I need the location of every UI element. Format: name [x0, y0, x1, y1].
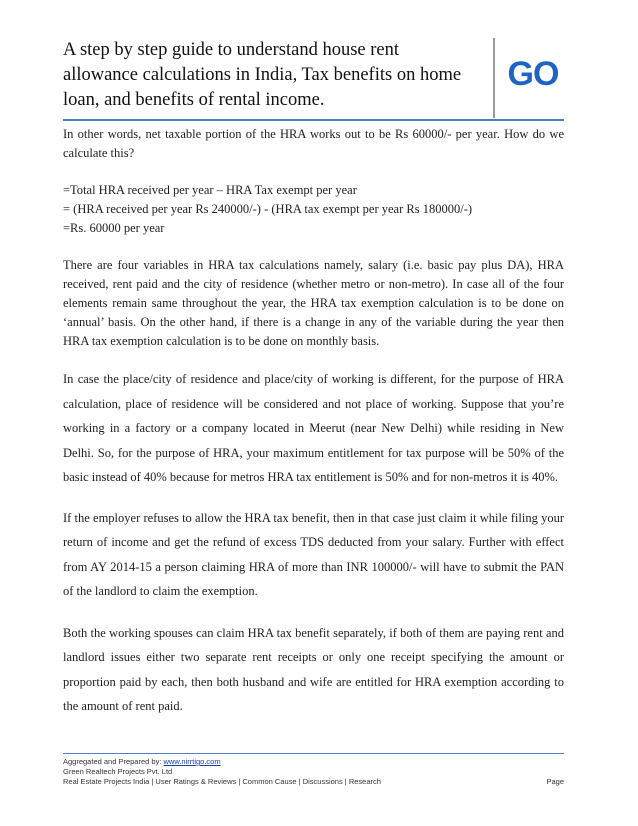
formula-line-2: = (HRA received per year Rs 240000/-) - (HRA tax exempt per year Rs 180000/-) — [63, 202, 473, 216]
footer-rule — [63, 753, 564, 754]
paragraph-hra-variables: There are four variables in HRA tax calculations namely, salary (i.e. basic pay plus DA), HRA received, rent paid and the city of residence (whether metro or non-metro). In case all of the four elements remain same throughout the year, the HRA tax exemption calculation is to be done on ‘annual’ basis. On the other hand, if there is a change in any of the variable during the year then HRA tax exemption calculation is to be done on monthly basis. — [63, 258, 564, 348]
document-title — [63, 38, 491, 113]
header-rule — [63, 119, 564, 121]
header-divider — [493, 38, 495, 118]
footer-page-label: Page — [546, 777, 564, 786]
footer-credit — [63, 757, 564, 767]
paragraph-place-of-residence: In case the place/city of residence and place/city of working is different, for the purpose of HRA calculation, place of residence will be considered and not place of working. Suppose that you’re working in a factory or a company located in Meerut (near New Delhi) while residing in New Delhi. So, for the purpose of HRA, your maximum entitlement for tax purpose will be 50% of the basic instead of 40% because for metros HRA tax entitlement is 50% and for non-metros it is 40%. — [63, 372, 564, 484]
title-line-2: allowance calculations in India, Tax benefits on home — [63, 65, 462, 85]
go-logo: GO — [507, 54, 559, 93]
title-line-1: A step by step guide to understand house rent — [63, 40, 400, 60]
footer-tagline: Real Estate Projects India | User Ratings & Reviews | Common Cause | Discussions | Research — [63, 777, 381, 786]
footer-aggregated-label: Aggregated and Prepared by: — [63, 757, 162, 766]
document-header — [63, 38, 491, 113]
paragraph-working-spouses: Both the working spouses can claim HRA tax benefit separately, if both of them are paying rent and landlord issues either two separate rent receipts or only one receipt specifying the amount or proportion paid by each, then both husband and wife are entitled for HRA exemption according to the amount of rent paid. — [63, 625, 564, 713]
formula-line-1: =Total HRA received per year – HRA Tax exempt per year — [63, 183, 357, 197]
title-line-3: loan, and benefits of rental income. — [63, 90, 325, 110]
paragraph-employer-refusal: If the employer refuses to allow the HRA tax benefit, then in that case just claim it while filing your return of income and get the refund of excess TDS deducted from your salary. Further with effect from AY 2014-15 a person claiming HRA of more than INR 100000/- will have to submit the PAN of the landlord to claim the exemption. — [63, 510, 564, 598]
footer-website-link[interactable]: www.nirrtigo.com — [163, 757, 221, 766]
footer-company: Green Realtech Projects Pvt. Ltd — [63, 767, 173, 776]
intro-paragraph: In other words, net taxable portion of the HRA works out to be Rs 60000/- per year. How do we calculate this? — [63, 127, 564, 160]
formula-line-3: =Rs. 60000 per year — [63, 221, 165, 235]
document-body — [63, 125, 564, 719]
page-footer — [63, 757, 564, 787]
